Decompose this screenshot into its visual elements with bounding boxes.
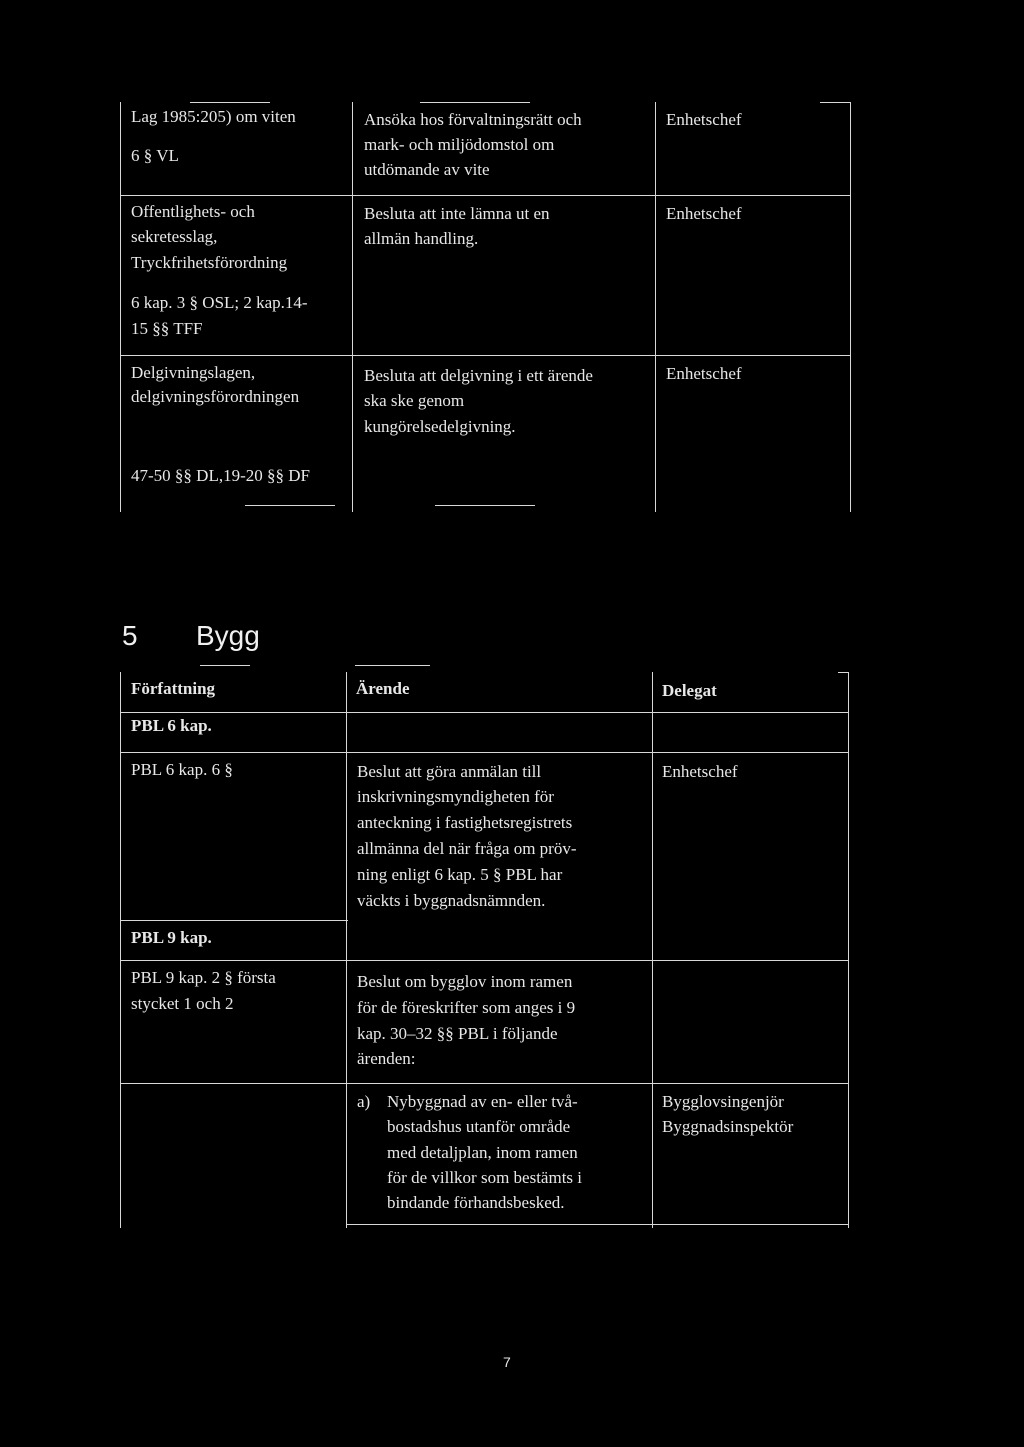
table2-col-divider-1 — [346, 672, 347, 1228]
table1-row3-law: delgivningsförordningen — [131, 387, 300, 406]
table1-row3-delegate: Enhetschef — [666, 364, 742, 383]
table2-row3-matter: med detaljplan, inom ramen — [387, 1143, 578, 1162]
table2-header-delegate: Delegat — [662, 681, 717, 700]
table1-row1-matter: utdömande av vite — [364, 160, 490, 179]
table1-row3-law-ref: 47-50 §§ DL,19-20 §§ DF — [131, 466, 310, 485]
table2-header-line — [120, 712, 848, 713]
table2-row2-matter: Beslut om bygglov inom ramen — [357, 972, 573, 991]
table1-row3-matter: kungörelsedelgivning. — [364, 417, 516, 436]
table1-row3-law: Delgivningslagen, — [131, 363, 256, 382]
table2-group2-label: PBL 9 kap. — [131, 928, 212, 947]
table2-header-law: Författning — [131, 679, 216, 698]
table1-col-divider-1 — [352, 102, 353, 512]
table2-row1-matter: Beslut att göra anmälan till — [357, 762, 542, 781]
table1-row2-matter: Besluta att inte lämna ut en — [364, 204, 550, 223]
table1-row1-delegate: Enhetschef — [666, 110, 742, 129]
table2-row1-law: PBL 6 kap. 6 § — [131, 760, 233, 779]
table2-bottom-line — [346, 1224, 848, 1225]
table2-row3-matter: för de villkor som bestämts i — [387, 1168, 583, 1187]
table2-row1-matter: väckts i byggnadsnämnden. — [357, 891, 546, 910]
table2-row3-delegate: Byggnadsinspektör — [662, 1117, 794, 1136]
table2-row-line — [120, 960, 848, 961]
table2-row2-law: PBL 9 kap. 2 § första — [131, 968, 276, 987]
table2-row1-matter: anteckning i fastighetsregistrets — [357, 813, 573, 832]
table1-row3-matter: Besluta att delgivning i ett ärende — [364, 366, 593, 385]
table2-group1-label: PBL 6 kap. — [131, 716, 212, 735]
table2-row-line — [120, 1083, 848, 1084]
table1-row2-delegate: Enhetschef — [666, 204, 742, 223]
table2-row3-marker: a) — [357, 1092, 371, 1111]
table2-row2-law: stycket 1 och 2 — [131, 994, 234, 1013]
table2-top-line — [355, 665, 430, 666]
table1-top-line — [820, 102, 850, 103]
table1-bottom-line — [435, 505, 535, 506]
table2-row1-matter: allmänna del när fråga om pröv- — [357, 839, 577, 858]
table2-row1-delegate: Enhetschef — [662, 762, 738, 781]
table1-col-divider-2 — [655, 102, 656, 512]
table1-row1-law: Lag 1985:205) om viten — [131, 107, 296, 126]
table2-top-line — [200, 665, 250, 666]
table2-header-matter: Ärende — [356, 679, 410, 698]
table1-row3-matter: ska ske genom — [364, 391, 465, 410]
table2-row3-matter: bostadshus utanför område — [387, 1117, 571, 1136]
table1-row2-law: Offentlighets- och — [131, 202, 255, 221]
table2-top-line — [838, 672, 848, 673]
table1-row-line — [120, 195, 850, 196]
table2-row1-matter: ning enligt 6 kap. 5 § PBL har — [357, 865, 563, 884]
table2-group1-line — [120, 752, 848, 753]
table1-top-line — [420, 102, 530, 103]
table1-row2-matter: allmän handling. — [364, 229, 479, 248]
table1-row2-law-ref: 15 §§ TFF — [131, 319, 203, 338]
table1-row-line — [120, 355, 850, 356]
table1-right-border — [850, 102, 851, 512]
table1-left-border — [120, 102, 121, 512]
table1-bottom-line — [245, 505, 335, 506]
section-title: Bygg — [196, 620, 260, 651]
table2-row2-matter: ärenden: — [357, 1049, 416, 1068]
table2-row3-matter: bindande förhandsbesked. — [387, 1193, 565, 1212]
table2-group2-line — [120, 920, 348, 921]
page-number: 7 — [503, 1354, 511, 1370]
table1-row2-law: Tryckfrihetsförordning — [131, 253, 288, 272]
table1-row1-matter: mark- och miljödomstol om — [364, 135, 555, 154]
table2-left-border — [120, 672, 121, 1228]
table2-row2-matter: kap. 30–32 §§ PBL i följande — [357, 1024, 558, 1043]
table1-row1-law-ref: 6 § VL — [131, 146, 179, 165]
table2-col-divider-2 — [652, 672, 653, 1228]
table1-row1-matter: Ansöka hos förvaltningsrätt och — [364, 110, 582, 129]
table2-row2-matter: för de föreskrifter som anges i 9 — [357, 998, 576, 1017]
section-number: 5 — [122, 620, 138, 651]
table1-top-line — [190, 102, 270, 103]
table1-row2-law: sekretesslag, — [131, 227, 218, 246]
table2-row3-delegate: Bygglovsingenjör — [662, 1092, 784, 1111]
table1-row2-law-ref: 6 kap. 3 § OSL; 2 kap.14- — [131, 293, 308, 312]
table2-right-border — [848, 672, 849, 1228]
table2-row1-matter: inskrivningsmyndigheten för — [357, 787, 554, 806]
table2-row3-matter: Nybyggnad av en- eller två- — [387, 1092, 578, 1111]
